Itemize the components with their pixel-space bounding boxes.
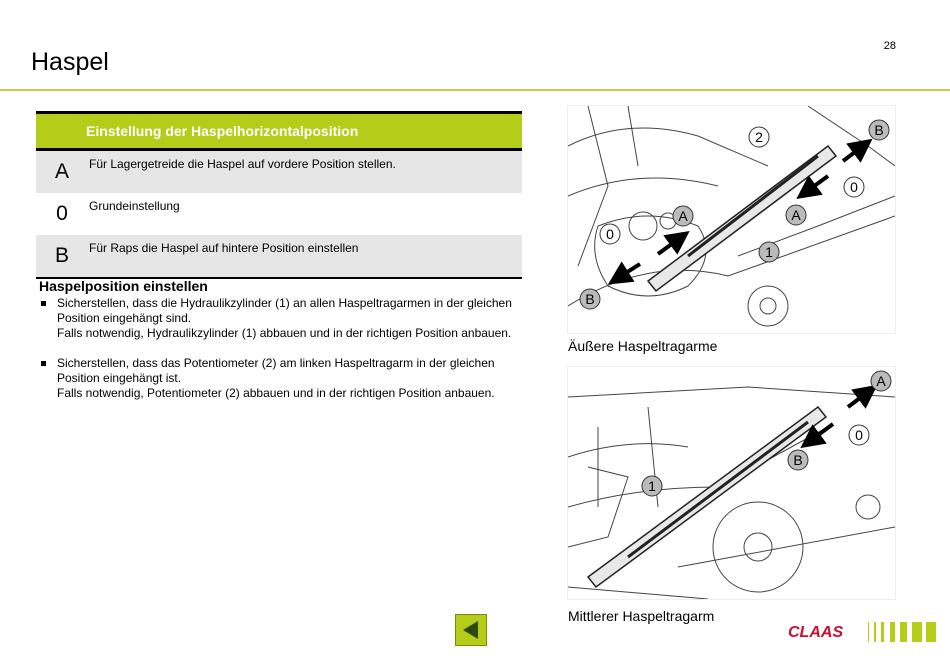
callouts [580, 120, 889, 309]
callout-0 [849, 425, 869, 445]
triangle-left-icon [456, 615, 486, 645]
callout-1 [759, 242, 779, 262]
callout-b [788, 450, 808, 470]
callout-0 [844, 177, 864, 197]
bullet-line: Falls notwendig, Potentiometer (2) abbauen und in der richtigen Position anbauen. [57, 386, 495, 400]
callout-a [871, 371, 891, 391]
callouts [642, 371, 891, 496]
bullet-line: Falls notwendig, Hydraulikzylinder (1) abbauen und in der richtigen Position anbauen. [57, 326, 512, 340]
svg-text:B: B [874, 122, 884, 138]
settings-table-header: Einstellung der Haspelhorizontalposition [36, 113, 522, 150]
row-key: 0 [56, 202, 68, 225]
svg-text:0: 0 [855, 427, 863, 443]
table-row [36, 235, 522, 278]
svg-text:A: A [791, 207, 801, 223]
callout-a [786, 205, 806, 225]
svg-text:A: A [876, 373, 886, 389]
svg-text:A: A [678, 208, 688, 224]
svg-text:0: 0 [850, 179, 858, 195]
instructions-section [39, 278, 529, 416]
svg-text:1: 1 [765, 244, 773, 260]
outer-reel-arms-illustration [567, 105, 896, 334]
list-item [39, 296, 529, 341]
instruction-list [39, 296, 529, 401]
table-row [36, 193, 522, 235]
settings-table [36, 111, 522, 279]
svg-text:CLAAS: CLAAS [788, 624, 844, 641]
svg-text:B: B [585, 291, 595, 307]
section-heading: Haspelposition einstellen [39, 278, 208, 294]
row-description: Für Raps die Haspel auf hintere Position einstellen [88, 235, 522, 278]
row-key: A [36, 150, 88, 194]
row-description: Grundeinstellung [89, 199, 180, 213]
page-title: Haspel [31, 48, 109, 76]
bullet-line: Sicherstellen, dass die Hydraulikzylinder (1) an allen Haspeltragarmen in der gleichen [57, 296, 512, 310]
figure-caption-middle: Mittlerer Haspeltragarm [568, 608, 715, 624]
bullet-line: Sicherstellen, dass das Potentiometer (2) am linken Haspeltragarm in der gleichen [57, 356, 495, 370]
callout-0 [600, 224, 620, 244]
table-row [36, 150, 522, 194]
claas-logo [786, 620, 936, 644]
svg-text:B: B [793, 452, 803, 468]
title-divider [0, 89, 950, 91]
callout-1 [642, 476, 662, 496]
list-item [39, 356, 529, 401]
svg-text:2: 2 [755, 129, 763, 145]
row-description: Für Lagergetreide die Haspel auf vordere Position stellen. [88, 150, 522, 194]
machine-drawing [568, 106, 895, 326]
middle-reel-arm-illustration [567, 366, 896, 600]
bullet-line: Position eingehängt sind. [57, 311, 192, 325]
callout-b [580, 289, 600, 309]
callout-b [869, 120, 889, 140]
back-button[interactable] [455, 614, 487, 646]
row-key: B [36, 235, 88, 278]
bullet-line: Position eingehängt ist. [57, 371, 182, 385]
svg-text:1: 1 [648, 478, 656, 494]
callout-a [673, 206, 693, 226]
logo-stripes [868, 622, 936, 642]
hydraulic-cylinder [588, 407, 826, 587]
page-number: 28 [883, 40, 896, 52]
svg-text:0: 0 [606, 226, 614, 242]
callout-2 [749, 127, 769, 147]
figure-caption-outer: Äußere Haspeltragarme [568, 338, 718, 354]
